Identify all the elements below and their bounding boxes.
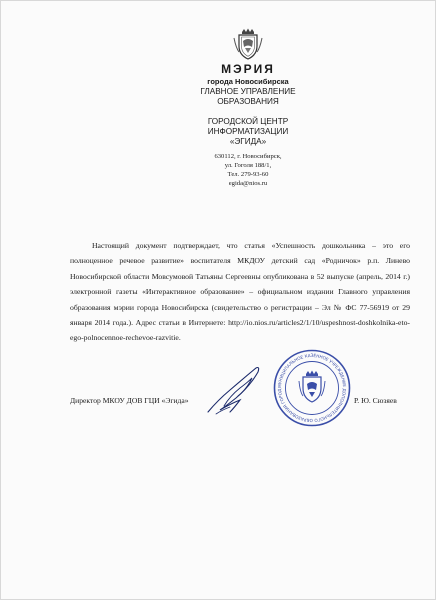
director-name: Р. Ю. Сюзяев [354,396,397,405]
city-coat-of-arms-icon [233,28,263,60]
email-line: egida@nios.ru [228,180,268,187]
department-line-2: ОБРАЗОВАНИЯ [217,97,279,106]
director-title: Директор МКОУ ДОВ ГЦИ «Эгида» [70,396,189,405]
letterhead [178,28,318,188]
certificate-text: Настоящий документ подтверждает, что статья «Успешность дошкольника – это его полноценное речевое развитие» воспитателя МКДОУ детский сад «Родничок» р.п. Линево Новосибирской области Мовсумовой Татьяны Сергеевны опубликована в 52 выпуске (апрель, 2014 г.) электронной газеты «Интерактивное образование» – официальном издании Главного управления образования мэрии города Новосибирска (свидетельство о регистрации – Эл № ФС 77-56919 от 29 января 2014 года.). Адрес статьи в Интернете: http://io.nios.ru/articles2/1/10/uspeshnost-doshkolnika-eto-ego-polnocennoe-rechevoe-razvitie. [70,241,410,343]
address-block [178,152,318,188]
handwritten-signature [200,360,272,424]
address-line: ул. Гоголя 188/1, [224,162,272,169]
official-stamp-icon [272,348,352,428]
stamp-ring-text: МУНИЦИПАЛЬНОЕ КАЗЁННОЕ УЧРЕЖДЕНИЕ ДОПОЛНИТЕЛЬНОГО ОБРАЗОВАНИЯ ГОРОД [276,352,348,424]
center-line-3: «ЭГИДА» [229,137,267,146]
center-line-2: ИНФОРМАТИЗАЦИИ [207,127,289,136]
address-line: 630112, г. Новосибирск, [214,153,282,160]
organization-city: города Новосибирска [207,77,289,86]
phone-line: Тел. 279-93-60 [227,171,269,178]
center-line-1: ГОРОДСКОЙ ЦЕНТР [207,117,289,126]
organization-name: МЭРИЯ [221,62,275,76]
department-line-1: ГЛАВНОЕ УПРАВЛЕНИЕ [200,87,296,96]
certificate-body [70,238,410,346]
